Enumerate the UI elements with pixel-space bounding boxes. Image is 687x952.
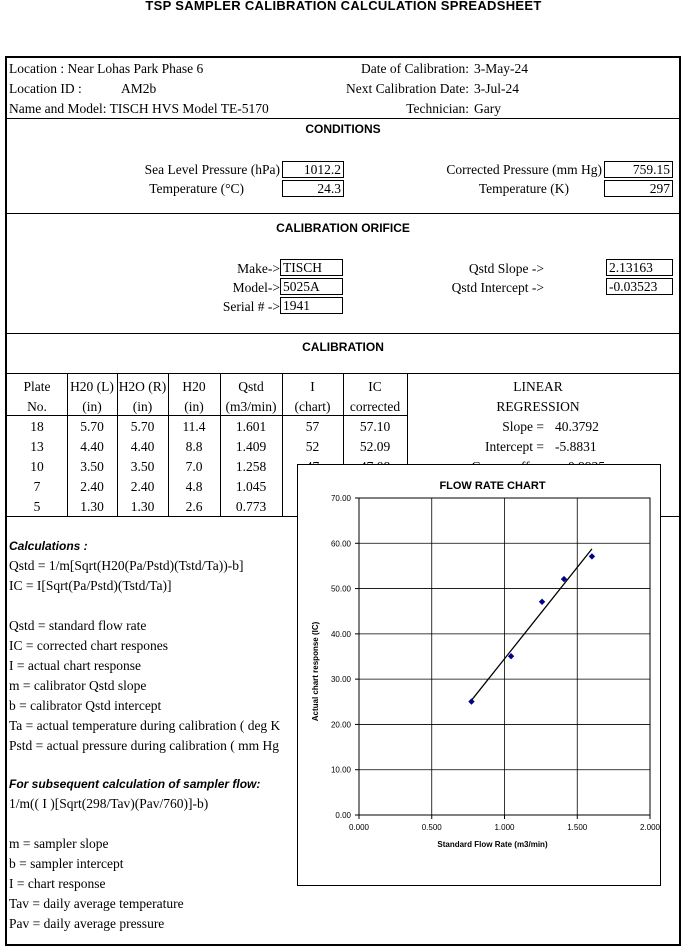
y-tick-label: 0.00: [335, 811, 351, 820]
definition-text: Qstd = standard flow rate: [9, 618, 147, 633]
model-label: Model->: [232, 280, 280, 295]
regression-slope-label: Slope =: [502, 419, 544, 434]
divider: [7, 213, 679, 214]
table-cell-h2o-right: 4.40: [130, 439, 155, 454]
table-header-h2o-right: H2O (R): [118, 379, 167, 394]
regression-title-2: REGRESSION: [496, 399, 580, 414]
calibration-title: CALIBRATION: [302, 340, 384, 354]
y-tick-label: 50.00: [330, 584, 351, 594]
make-label: Make->: [237, 261, 280, 276]
table-header-h20-left: (in): [82, 399, 102, 414]
y-axis-label: Actual chart response (IC): [311, 621, 320, 722]
regression-intercept-label: Intercept =: [485, 439, 544, 454]
corrected-pressure-value: 759.15: [604, 161, 673, 178]
table-header-h20-total: H20: [182, 379, 206, 394]
spreadsheet-title: TSP SAMPLER CALIBRATION CALCULATION SPREADSHEET: [145, 0, 542, 13]
definition-text: m = sampler slope: [9, 836, 109, 851]
table-cell-h20-left: 3.50: [80, 459, 104, 474]
table-cell-plate-no: 7: [33, 479, 41, 494]
y-tick-label: 10.00: [330, 765, 351, 775]
table-cell-plate-no: 5: [33, 499, 41, 514]
table-header-plate-no: No.: [27, 399, 47, 414]
definition-text: Pstd = actual pressure during calibration ( mm Hg: [9, 738, 280, 753]
sampler-flow-formula: 1/m(( I )[Sqrt(298/Tav)(Pav/760)]-b): [9, 796, 209, 811]
corrected-pressure-label: Corrected Pressure (mm Hg): [446, 162, 602, 177]
qstd-slope-value: 2.13163: [606, 259, 673, 276]
table-cell-h20-total: 11.4: [182, 419, 206, 434]
make-value: TISCH: [280, 259, 343, 276]
table-header-i-chart: (chart): [294, 399, 331, 414]
table-cell-h2o-right: 3.50: [130, 459, 155, 474]
subsequent-heading: For subsequent calculation of sampler flow:: [9, 777, 261, 791]
qstd-intercept-value: -0.03523: [606, 278, 673, 295]
definition-text: Pav = daily average pressure: [9, 916, 165, 931]
table-cell-h20-total: 4.8: [185, 479, 203, 494]
regression-title-1: LINEAR: [513, 379, 563, 394]
definition-text: Tav = daily average temperature: [9, 896, 184, 911]
location-id-label: Location ID :: [9, 81, 82, 96]
date-value: 3-May-24: [474, 61, 528, 76]
x-tick-label: 1.500: [567, 823, 588, 832]
name-model-text: Name and Model: TISCH HVS Model TE-5170: [9, 101, 269, 116]
table-cell-h20-left: 5.70: [80, 419, 104, 434]
table-header-ic-corrected: corrected: [349, 399, 401, 414]
table-cell-h20-left: 2.40: [80, 479, 104, 494]
table-header-h2o-right: (in): [132, 399, 153, 414]
temperature-c-value: 24.3: [282, 180, 344, 197]
date-label: Date of Calibration:: [361, 61, 469, 76]
table-cell-plate-no: 18: [30, 419, 44, 434]
definition-text: I = actual chart response: [9, 658, 142, 673]
conditions-title: CONDITIONS: [305, 122, 381, 136]
x-axis-label: Standard Flow Rate (m3/min): [437, 840, 548, 849]
table-cell-qstd: 1.601: [235, 419, 267, 434]
table-cell-h20-left: 4.40: [80, 439, 104, 454]
table-header-i-chart: I: [310, 379, 315, 394]
table-cell-ic-corrected: 57.10: [359, 419, 391, 434]
table-cell-h20-left: 1.30: [80, 499, 104, 514]
table-cell-qstd: 0.773: [235, 499, 267, 514]
calculations-heading: Calculations :: [9, 539, 88, 553]
y-tick-label: 70.00: [330, 494, 351, 503]
temperature-k-label: Temperature (K): [478, 181, 569, 196]
table-cell-h20-total: 2.6: [185, 499, 203, 514]
x-tick-label: 1.000: [494, 823, 515, 832]
y-tick-label: 60.00: [330, 539, 351, 549]
x-tick-label: 0.500: [421, 823, 442, 832]
definition-text: I = chart response: [9, 876, 106, 891]
x-tick-label: 0.000: [348, 823, 370, 832]
temperature-c-label: Temperature (°C): [149, 181, 244, 196]
table-cell-plate-no: 10: [30, 459, 44, 474]
table-cell-ic-corrected: 52.09: [359, 439, 391, 454]
technician-label: Technician:: [406, 101, 469, 116]
table-cell-h20-total: 7.0: [185, 459, 203, 474]
chart-title: FLOW RATE CHART: [439, 480, 546, 492]
next-date-label: Next Calibration Date:: [346, 81, 469, 96]
y-tick-label: 20.00: [330, 720, 351, 730]
sea-level-pressure-label: Sea Level Pressure (hPa): [144, 162, 280, 177]
y-tick-label: 30.00: [330, 675, 351, 685]
sea-level-pressure-value: 1012.2: [282, 161, 344, 178]
table-cell-qstd: 1.409: [235, 439, 267, 454]
temperature-k-value: 297: [604, 180, 673, 197]
table-cell-h2o-right: 2.40: [130, 479, 155, 494]
location-text: Location : Near Lohas Park Phase 6: [9, 61, 204, 76]
table-cell-i-chart: 57: [305, 419, 320, 434]
qstd-slope-label: Qstd Slope ->: [468, 261, 544, 276]
serial-value: 1941: [280, 297, 343, 314]
table-cell-h2o-right: 1.30: [130, 499, 155, 514]
flow-rate-chart-svg: [298, 465, 660, 885]
regression-slope-value: 40.3792: [555, 419, 599, 434]
table-cell-plate-no: 13: [30, 439, 44, 454]
table-header-qstd: Qstd: [238, 379, 264, 394]
serial-label: Serial # ->: [222, 299, 280, 314]
divider: [7, 118, 679, 119]
definition-text: m = calibrator Qstd slope: [9, 678, 147, 693]
regression-intercept-value: -5.8831: [555, 439, 597, 454]
model-value: 5025A: [280, 278, 343, 295]
table-header-h20-left: H20 (L): [70, 379, 114, 394]
y-tick-label: 40.00: [330, 629, 351, 639]
definition-text: IC = corrected chart respones: [9, 638, 169, 653]
qstd-intercept-label: Qstd Intercept ->: [451, 280, 544, 295]
table-cell-i-chart: 52: [305, 439, 320, 454]
technician-value: Gary: [474, 101, 501, 116]
table-cell-h2o-right: 5.70: [130, 419, 155, 434]
formula-qstd: Qstd = 1/m[Sqrt(H20(Pa/Pstd)(Tstd/Ta))-b]: [9, 558, 244, 573]
definition-text: b = calibrator Qstd intercept: [9, 698, 162, 713]
definition-text: b = sampler intercept: [9, 856, 124, 871]
table-header-underline: [7, 415, 407, 416]
table-cell-h20-total: 8.8: [185, 439, 203, 454]
location-id-value: AM2b: [121, 81, 157, 96]
table-header-h20-total: (in): [184, 399, 204, 414]
x-tick-label: 2.000: [639, 823, 660, 832]
table-cell-qstd: 1.045: [235, 479, 267, 494]
next-date-value: 3-Jul-24: [474, 81, 519, 96]
table-header-qstd: (m3/min): [225, 399, 277, 414]
table-header-ic-corrected: IC: [368, 379, 382, 394]
formula-ic: IC = I[Sqrt(Pa/Pstd)(Tstd/Ta)]: [9, 578, 172, 593]
orifice-title: CALIBRATION ORIFICE: [276, 221, 410, 235]
definition-text: Ta = actual temperature during calibration ( deg K: [9, 718, 281, 733]
flow-rate-chart: [297, 464, 661, 886]
table-cell-qstd: 1.258: [235, 459, 267, 474]
divider: [7, 333, 679, 334]
table-header-plate-no: Plate: [23, 379, 51, 394]
